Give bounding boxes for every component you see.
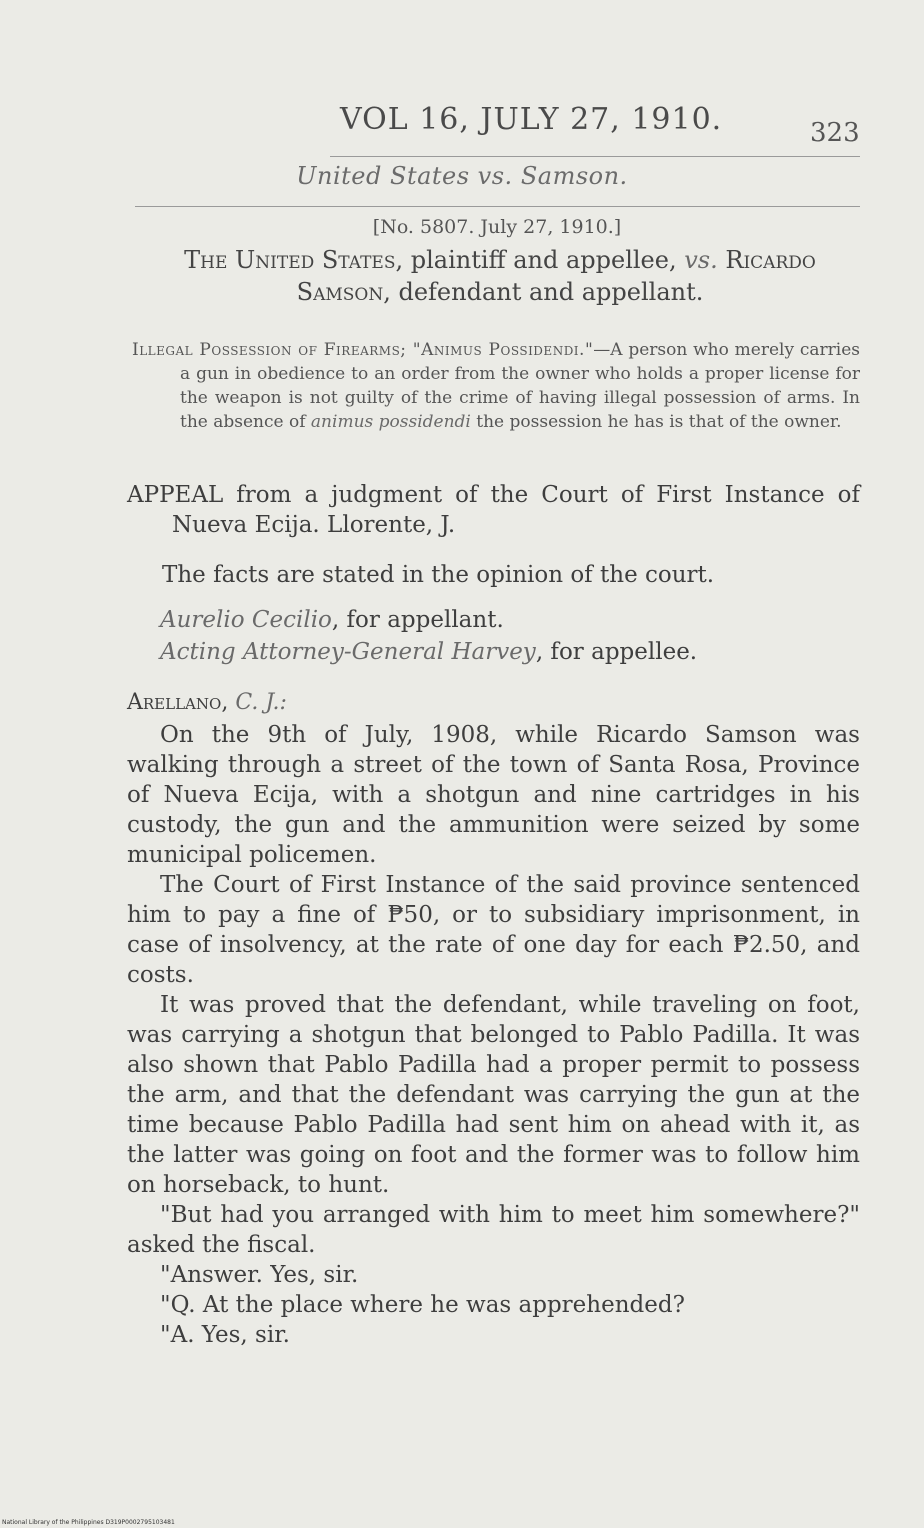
syllabus-text-2: the possession he has is that of the owner.	[470, 412, 842, 432]
syllabus-topic: Illegal Possession of Firearms; "Animus Possidendi."	[132, 340, 594, 360]
defendant-role: , defendant and appellant.	[383, 278, 704, 306]
case-short-title: United States vs. Samson.	[296, 162, 628, 190]
appellee-counsel-name: Acting Attorney-General Harvey	[160, 639, 536, 665]
scan-footer: National Library of the Philippines D319P0002795103481	[2, 1519, 175, 1526]
syllabus-italic-term: animus possidendi	[310, 412, 471, 432]
testimony-line-1: "Answer. Yes, sir.	[160, 1262, 359, 1288]
syllabus-paragraph	[132, 338, 860, 434]
counsel-appellee	[160, 637, 860, 667]
appeal-line	[127, 480, 860, 540]
opinion-paragraph-3: It was proved that the defendant, while traveling on foot, was carrying a shotgun that belonged to Pablo Padilla. It was also shown that Pablo Padilla had a proper permit to possess the arm, and that the defendant was carrying the gun at the time because Pablo Padilla had sent him on ahead with it, as the latter was going on foot and the former was to follow him on horseback, to hunt.	[127, 992, 860, 1198]
opinion-paragraph-4: "But had you arranged with him to meet him somewhere?" asked the fiscal.	[127, 1202, 860, 1258]
opinion-author: Arellano, C. J.:	[127, 690, 287, 715]
plaintiff-role: , plaintiff and appellee,	[395, 246, 685, 274]
defendant-name: Ricardo Samson	[296, 246, 816, 306]
appellee-counsel-role: , for appellee.	[535, 639, 698, 665]
plaintiff-name: The United States	[184, 246, 396, 274]
versus: vs.	[684, 246, 718, 274]
docket-number: [No. 5807. July 27, 1910.]	[372, 216, 622, 238]
appeal-text: APPEAL from a judgment of the Court of First Instance of Nueva Ecija. Llorente, J.	[127, 482, 860, 538]
opinion-body	[127, 720, 860, 1350]
appellant-counsel-role: , for appellant.	[331, 607, 504, 633]
judge-name: Arellano	[127, 690, 222, 715]
case-parties	[140, 244, 860, 308]
syllabus-text-1: —A person who merely carries a gun in obedience to an order from the owner who holds a proper license for the weapon is not guilty of the crime of having illegal possession of arms. In the absence of	[180, 340, 860, 432]
header-rule-top	[330, 156, 860, 157]
counsel-block	[160, 605, 860, 669]
header-rule-bottom	[135, 206, 860, 207]
page-number: 323	[810, 118, 860, 148]
running-head	[0, 102, 924, 152]
judge-title: C. J.:	[235, 690, 287, 715]
testimony-line-3: "A. Yes, sir.	[160, 1322, 290, 1348]
volume-date-heading: VOL 16, JULY 27, 1910.	[340, 102, 723, 137]
facts-statement: The facts are stated in the opinion of the court.	[162, 562, 715, 588]
opinion-paragraph-1: On the 9th of July, 1908, while Ricardo Samson was walking through a street of the town of Santa Rosa, Province of Nueva Ecija, with a shotgun and nine cartridges in his custody, the gun and the ammunition were seized by some municipal policemen.	[127, 722, 860, 868]
appellant-counsel-name: Aurelio Cecilio	[160, 607, 332, 633]
testimony-line-2: "Q. At the place where he was apprehended?	[160, 1292, 685, 1318]
opinion-paragraph-2: The Court of First Instance of the said province sentenced him to pay a fine of ₱50, or to subsidiary imprisonment, in case of insolvency, at the rate of one day for each ₱2.50, and costs.	[127, 872, 860, 988]
syllabus	[132, 338, 860, 434]
counsel-appellant	[160, 605, 860, 635]
